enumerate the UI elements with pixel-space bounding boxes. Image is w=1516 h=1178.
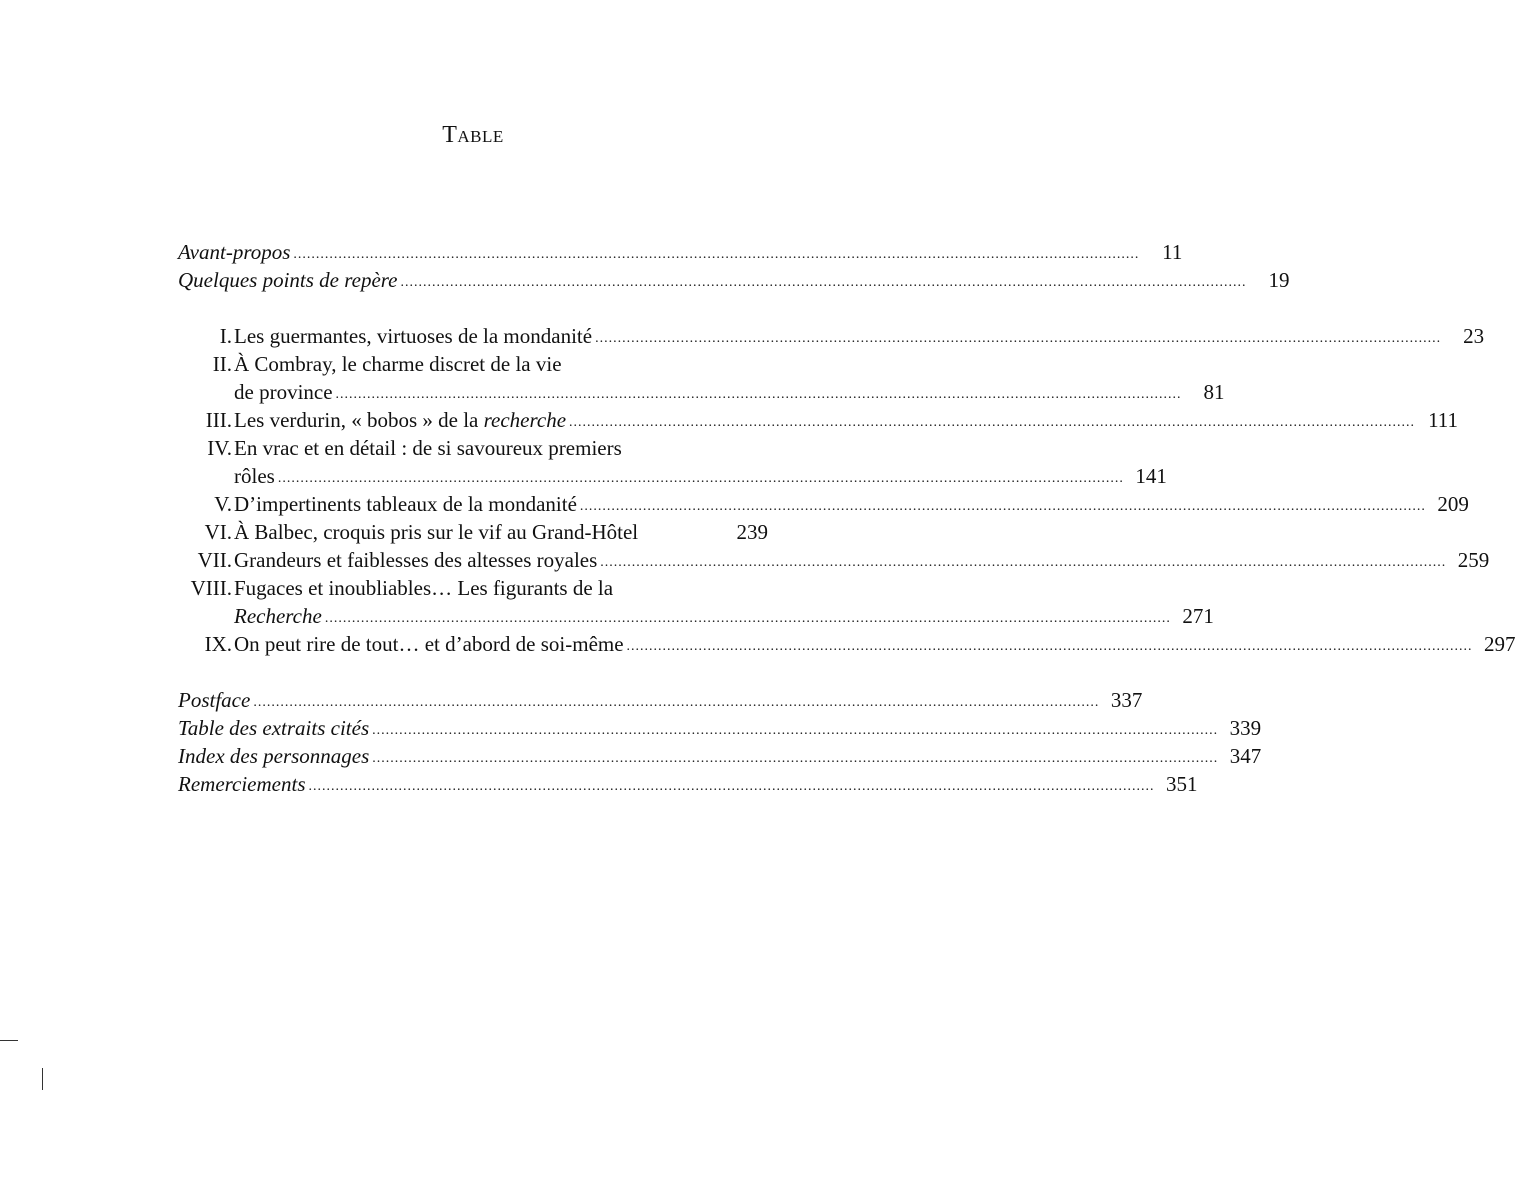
chapter-number: I. — [219, 324, 232, 348]
chapter-page: 259 — [1457, 548, 1490, 572]
chapter-title: Grandeurs et faiblesses des altesses royales — [234, 548, 598, 572]
chapter-title: Fugaces et inoubliables… Les figurants de la — [234, 576, 614, 600]
toc-chapter-continuation[interactable] — [178, 462, 1167, 490]
chapter-title — [234, 406, 566, 434]
chapter-number: II. — [212, 352, 232, 376]
toc-entry[interactable] — [178, 686, 1143, 714]
leader-dots: ............................................................................................................................................................................................ — [626, 639, 1473, 654]
crop-mark — [0, 1040, 18, 1041]
leader-dots: ............................................................................................................................................................................................ — [400, 275, 1247, 290]
chapter-number: VIII. — [190, 576, 232, 600]
chapter-title: À Combray, le charme discret de la vie — [234, 352, 562, 376]
toc-chapter-continuation[interactable] — [178, 378, 1225, 406]
toc-chapter[interactable] — [178, 518, 768, 546]
leader-dots: ............................................................................................................................................................................................ — [372, 751, 1219, 766]
toc-entry-label: Postface — [178, 688, 251, 712]
toc-entry-page: 351 — [1166, 772, 1198, 796]
toc-entry[interactable] — [178, 266, 1290, 294]
toc-chapter[interactable] — [178, 574, 768, 602]
toc-entry-label: Avant-propos — [178, 240, 291, 264]
toc-chapter[interactable] — [178, 406, 1459, 434]
chapter-title-continuation: Recherche — [234, 604, 322, 628]
toc-entry[interactable] — [178, 770, 1198, 798]
toc-chapter[interactable] — [178, 630, 1516, 658]
toc-chapter[interactable] — [178, 490, 1469, 518]
toc-entry-page: 337 — [1110, 688, 1143, 712]
leader-dots: ............................................................................................................................................................................................ — [595, 331, 1442, 346]
chapter-page: 81 — [1203, 380, 1225, 404]
chapter-page: 23 — [1463, 324, 1485, 348]
toc-entry[interactable] — [178, 238, 1183, 266]
leader-dots: ............................................................................................................................................................................................ — [579, 499, 1426, 514]
page-title: Table — [442, 122, 504, 148]
chapter-number: V. — [214, 492, 232, 516]
chapter-title: On peut rire de tout… et d’abord de soi-même — [234, 632, 624, 656]
toc-chapter-continuation[interactable] — [178, 602, 1214, 630]
chapter-number: IX. — [204, 632, 232, 656]
leader-dots: ............................................................................................................................................................................................ — [277, 471, 1124, 486]
leader-dots: ............................................................................................................................................................................................ — [600, 555, 1447, 570]
chapter-page: 239 — [736, 520, 768, 544]
chapter-page: 141 — [1135, 464, 1167, 488]
chapter-page: 297 — [1484, 632, 1516, 656]
toc-entry-page: 339 — [1229, 716, 1262, 740]
leader-dots: ............................................................................................................................................................................................ — [335, 387, 1182, 402]
chapter-number: III. — [205, 408, 232, 432]
toc-entry[interactable] — [178, 714, 1262, 742]
chapter-number: IV. — [207, 436, 232, 460]
chapter-title: D’impertinents tableaux de la mondanité — [234, 492, 577, 516]
chapter-page: 111 — [1428, 408, 1459, 432]
crop-mark — [42, 1068, 43, 1090]
toc-entry-page: 19 — [1268, 268, 1290, 292]
spacer — [178, 658, 768, 686]
toc-entry[interactable] — [178, 742, 1262, 770]
leader-dots: ............................................................................................................................................................................................ — [324, 611, 1171, 626]
chapter-title: Les guermantes, virtuoses de la mondanité — [234, 324, 593, 348]
toc-chapter[interactable] — [178, 434, 768, 462]
leader-dots: ............................................................................................................................................................................................ — [569, 415, 1416, 430]
chapter-title: En vrac et en détail : de si savoureux premiers — [234, 436, 622, 460]
toc-entry-label: Remerciements — [178, 772, 306, 796]
chapter-title-italic: recherche — [483, 408, 567, 432]
toc-entry-page: 11 — [1162, 240, 1183, 264]
toc-chapter[interactable] — [178, 322, 1485, 350]
leader-dots: ............................................................................................................................................................................................ — [372, 723, 1219, 738]
table-of-contents — [178, 238, 1516, 798]
toc-entry-label: Quelques points de repère — [178, 268, 398, 292]
toc-chapter[interactable] — [178, 350, 768, 378]
chapter-page: 271 — [1182, 604, 1214, 628]
chapter-title-continuation: de province — [234, 380, 333, 404]
chapter-number: VI. — [204, 520, 232, 544]
chapter-number: VII. — [197, 548, 232, 572]
toc-entry-label: Index des personnages — [178, 744, 370, 768]
leader-dots: ............................................................................................................................................................................................ — [308, 779, 1155, 794]
chapter-title: À Balbec, croquis pris sur le vif au Grand-Hôtel — [234, 520, 639, 544]
leader-dots: ............................................................................................................................................................................................ — [293, 247, 1140, 262]
spacer — [178, 294, 768, 322]
chapter-page: 209 — [1437, 492, 1469, 516]
chapter-title-continuation: rôles — [234, 464, 275, 488]
toc-entry-label: Table des extraits cités — [178, 716, 370, 740]
leader-dots: ............................................................................................................................................................................................ — [253, 695, 1100, 710]
chapter-title-text: Les verdurin, « bobos » de la — [234, 408, 484, 432]
toc-entry-page: 347 — [1229, 744, 1262, 768]
toc-chapter[interactable] — [178, 546, 1490, 574]
